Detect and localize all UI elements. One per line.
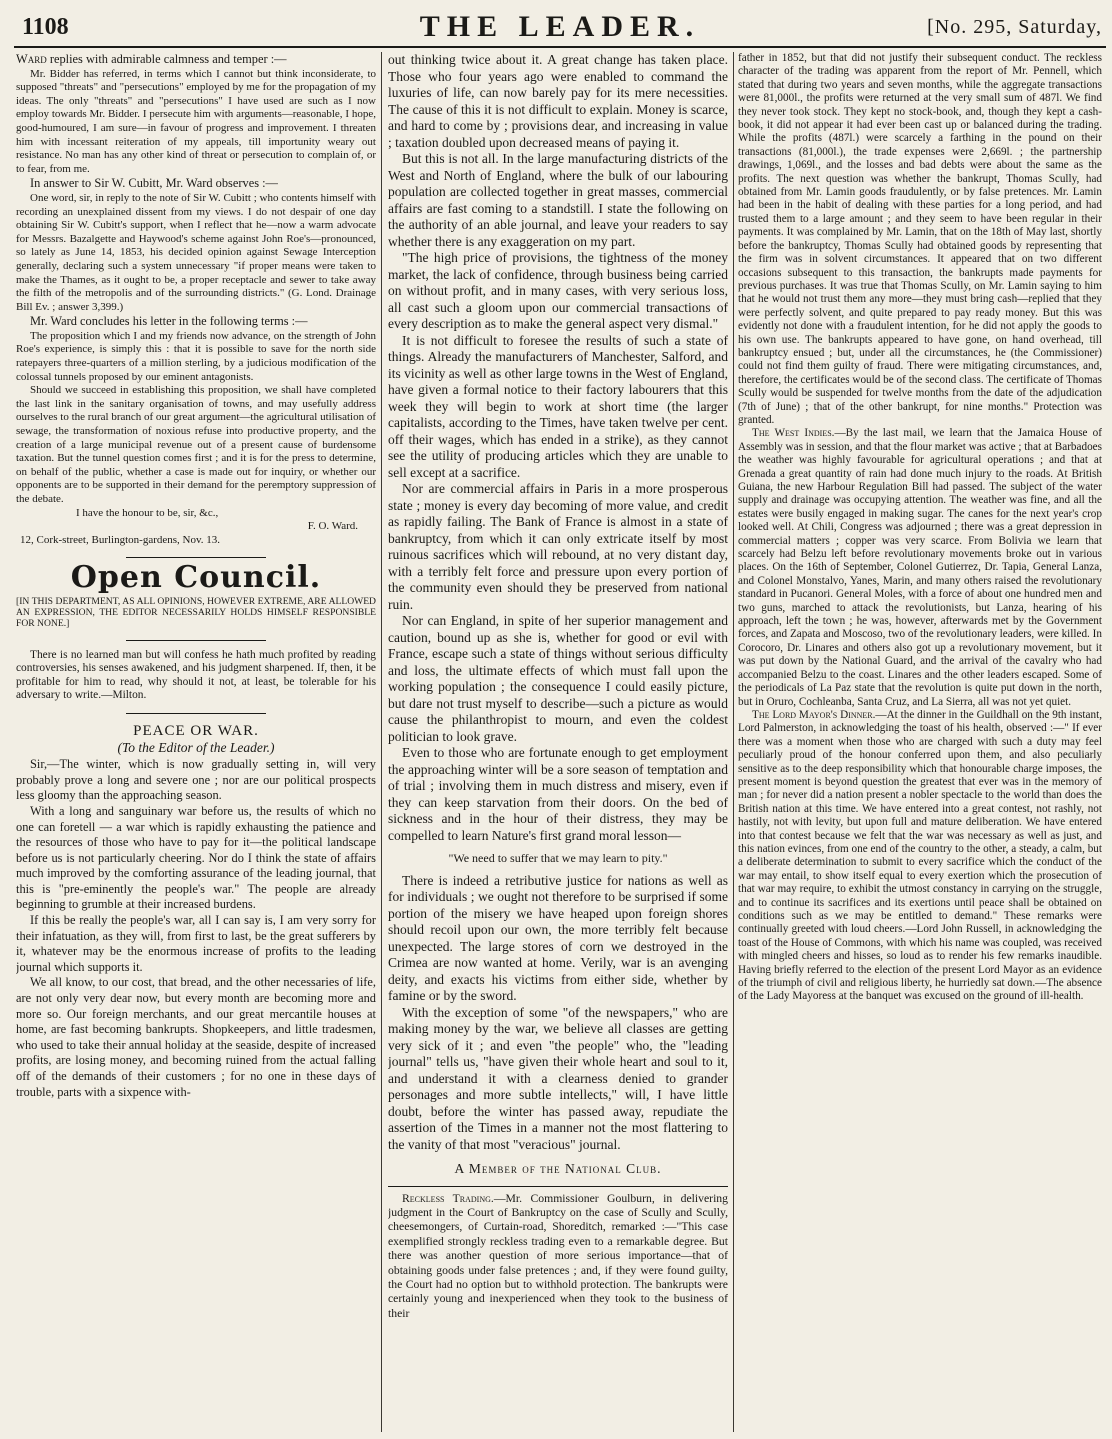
paragraph: Sir,—The winter, which is now gradually setting in, will very probably prove a long and severe one ; nor are our political prospects less gloomy than the approaching season. [16,757,376,803]
paragraph: With a long and sanguinary war before us, the results of which no one can foretell — a war which is rapidly exhausting the patience and the resources of those who have to pay for it—the political landscape before us is not particularly cheering. Nor do I think the state of affairs much improved by the comforting assurance of the leading journal, that this is "pre-eminently the people's war." The people are already beginning to grumble at their increased burdens. [16,803,376,912]
letter-address: 12, Cork-street, Burlington-gardens, Nov. 13. [20,533,221,546]
article-subtitle: (To the Editor of the Leader.) [117,739,275,755]
article-title: PEACE OR WAR. [133,722,259,739]
column-rule-right [733,52,734,1432]
paragraph: Even to those who are fortunate enough to get employment the approaching winter will be a sore season of temptation and of trial ; involving them in much distress and misery, even if they can keep starvation from their doors. On the bed of sickness and in the hour of their distress, they may be compelled to learn Nature's first grand moral lesson— [388,745,728,843]
divider [126,640,266,641]
paragraph: Nor are commercial affairs in Paris in a more prosperous state ; money is every day becoming of more value, and credit as rapidly failing. The Bank of France is almost in a state of bankruptcy, from which it can only extricate itself by most ruinous sacrifices which will rebound, at no very distant day, with a terribly felt force and pressure upon every portion of the community even should they be preserved from national ruin. [388,481,728,612]
page-header [14,6,1106,48]
paragraph: But this is not all. In the large manufacturing districts of the West and North of England, where the bulk of our labouring population are collected together in great masses, commercial affairs are fast coming to a standstill. I state the following on the authority of an able journal, and leave your readers to say whether there is any exaggeration on my part. [388,151,728,249]
item-heading: The Lord Mayor's Dinner. [752,708,876,721]
lead-name: Ward [16,52,47,66]
paragraph [738,427,1102,709]
paragraph-text: —Mr. Commissioner Goulburn, in delivering judgment in the Court of Bankruptcy on the case of Scully and Scully, cheesemongers, of Curtain-road, Shoreditch, remarked :—"This case exemplified strongly reckless trading even to a remarkable degree. But there was another question of more serious importance—that of obtaining goods under false pretences ; and, if they were found guilty, the Court had no option but to withhold protection. The bankrupts were certainly young and inexperienced when they took to the business of their [388,1191,728,1320]
paragraph: Mr. Ward concludes his letter in the following terms :— [30,314,308,329]
paragraph [16,52,376,68]
letter-quote: The proposition which I and my friends now advance, on the strength of John Roe's experience, is simply this : that it is possible to save for the north side ratepayers three-quarters of a million sterling, by a judicious modification of the colossal tunnels proposed by our eminent antagonists. [16,329,376,383]
editor-notice: [IN THIS DEPARTMENT, AS ALL OPINIONS, HOWEVER EXTREME, ARE ALLOWED AN EXPRESSION, THE EDITOR NECESSARILY HOLDS HIMSELF RESPONSIBLE FOR NONE.] [16,595,376,630]
letter-quote: Mr. Bidder has referred, in terms which I cannot but think inconsiderate, to supposed "threats" and "persecutions" employed by me for the propagation of my ideas. The only "threats" and "persecutions" I have used are such as I now employ towards Mr. Bidder. I persecute him with arguments—reasonable, I hope, good-humoured, I am sure—in favour of progress and improvement. I threaten him with incessant reiteration of my appeals, till importunity weary out resistance. No man has any other kind of threat or persecution to complain of, or to fear, from me. [16,67,376,175]
paragraph: "The high price of provisions, the tightness of the money market, the lack of confidence, through business being carried on without profit, and in many cases, with very serious loss, all cast such a gloom upon our commercial transactions of every description as to make the general aspect very dismal." [388,250,728,331]
inline-quote: "We need to suffer that we may learn to pity." [448,851,668,865]
paragraph: Nor can England, in spite of her superior management and caution, bound up as she is, whether for good or evil with France, escape such a state of things without serious difficulty and loss, the ultimate effects of which must fall upon the working population ; the consequence I could easily picture, but dare not trust myself to describe—such a picture as would cause the philanthropist to mourn, and even the coldest politician to look grave. [388,613,728,744]
letter-quote: One word, sir, in reply to the note of Sir W. Cubitt ; who contents himself with recording an unexplained dissent from my views. I do not despair of one day obtaining Sir W. Cubitt's support, when I reflect that he—now a warm advocate for Messrs. Bazalgette and Haywood's scheme against John Roe's—pronounced, so lately as June 14, 1853, his decided opinion against Sewage Interception generally, declaring such a system unnecessary "if proper means were taken to make the Thames, as it ought to be, a proper receptacle and sewer to take away the filth of the metropolis and of the surrounding districts." (G. Lond. Drainage Bill Ev. ; answer 3,399.) [16,191,376,313]
motto-quote: There is no learned man but will confess he hath much profited by reading controversies, his senses awakened, and his judgment sharpened. If, then, it be profitable for him to read, why should it not, at least, be tolerable for his adversary to write.—Milton. [16,648,376,702]
item-heading: Reckless Trading. [402,1191,494,1205]
paragraph [388,1192,728,1322]
letter-quote: Should we succeed in establishing this proposition, we shall have completed the last link in the sanitary organisation of towns, and may usefully address ourselves to the rural branch of our great argument—the agricultural utilisation of sewage, the transformation of noxious refuse into productive property, and the creation of a large municipal revenue out of a present cause of burdensome taxation. But the tunnel question comes first ; and it is for the press to determine, on behalf of the public, whether a case is made out for inquiry, or whether our opponents are to be supported in their demand for the peremptory suppression of the debate. [16,384,376,505]
paragraph: We all know, to our cost, that bread, and the other necessaries of life, are not only very dear now, but every month are becoming more and more so. Our foreign merchants, and our great mercantile houses at home, are fast becoming bankrupts. Shopkeepers, and little tradesmen, who used to take their annual holiday at the seaside, despite of increased profits, are losing money, and becoming ruined from the actual falling off of the demands of their customers ; for no one in these days of trouble, parts with a sixpence with- [16,975,376,1099]
column-1 [16,52,376,1432]
paragraph-text: replies with admirable calmness and temper :— [49,52,287,66]
paragraph: If this be really the people's war, all I can say is, I am very sorry for their infatuation, as they will, from first to last, be the great sufferers by it, whatever may be the enormous increase of profits to the leading journal which supports it. [16,913,376,974]
paragraph: It is not difficult to foresee the results of such a state of things. Already the manufacturers of Manchester, Salford, and its vicinity as well as other large towns in the West of England, have given a formal notice to their factory labourers that this week they will begin to work at short time (the larger capitalists, according to the Times, have taken twelve per cent. off their wages, which has ended in a strike), as they cannot see the utility of producing articles which they are unable to sell except at a sacrifice. [388,332,728,480]
issue-label: [No. 295, Saturday, [927,16,1102,38]
item-heading: The West Indies. [752,427,835,440]
paragraph: There is indeed a retributive justice for nations as well as for individuals ; we ought not therefore to be surprised if some portion of the misery we have heaped upon foreign shores should recoil upon our own, the more terribly felt because unexpected. The large stores of corn we destroyed in the Crimea are now wanted at home. Verily, war is an avenging deity, and exacts his victims from either side, whether by famine or by the sword. [388,872,728,1003]
letter-signature: F. O. Ward. [307,520,358,533]
page-number: 1108 [22,14,69,40]
column-2 [388,52,728,1432]
paragraph: out thinking twice about it. A great change has taken place. Those who four years ago were enabled to command the luxuries of life, can now barely pay for its mere necessities. The cause of this it is not difficult to explain. Money is scarce, and hard to come by ; provisions dear, and increasing in value ; taxation doubled upon decreased means of paying it. [388,52,728,150]
divider [126,557,266,558]
paragraph: With the exception of some "of the newspapers," who are making money by the war, we believe all classes are getting very sick of it ; and even "the people" who, the "leading journal" tells us, "have given their whole heart and soul to it, and understand it with a clearness denied to grander personages and more subtle intellects," will, I have little doubt, before the winter has passed away, repudiate the assertion of the Times in a manner not the most flattering to the vanity of that most "veracious" journal. [388,1004,728,1152]
column-3 [738,52,1102,1432]
letter-close: I have the honour to be, sir, &c., [76,506,219,519]
paragraph-text: —By the last mail, we learn that the Jamaica House of Assembly was in session, and that the flour market was active ; that at Barbadoes the weather was highly favourable for agricultural operations ; and that at Grenada a great quantity of rain had done much injury to the roads. At British Guiana, the new Harbour Regulation Bill had passed. The subject of the water supply and drainage was occupying attention. The weather was fine, and all the estates were busily engaged in making sugar. The canes for the next year's crop looked well. At Chili, Congress was adjourned ; there was a great depression in commercial matters ; copper was very scarce. From Bolivia we learn that scarcely had Belzu left before revolutionary movements broke out in various places. On the 16th of September, Colonel Gutierrez, Dr. Tapia, General Lanza, and Colonel Monstalvo, Yanes, Marin, and many others raised the revolutionary standard in Pucanori. General Moles, with a force of about one hundred men and two guns, marched to attack the revolutionists, but Lanza, hearing of his approach, left the town ; he was, however, afterwards met by the Government forces, and Zapata and Moscoso, two of the revolutionary leaders, were killed. In Corocoro, Dr. Linares and others also got up a revolutionary movement, but it was put down by the National Guard, and the arrival of the cavalry who had accompanied Belzu to the coast. Linares and the other leaders escaped. Some of the periodicals of La Paz state that the revolution is quite put down in the north, but in Oruro, Cochleanba, Santa Cruz, and La Sierra, all was not yet quiet. [738,427,1102,708]
masthead-title: THE LEADER. [419,10,701,43]
divider [126,713,266,714]
paragraph [738,709,1102,1004]
paragraph-text: —At the dinner in the Guildhall on the 9th instant, Lord Palmerston, in acknowledging the toast of his health, observed :—" If ever there was a moment when those who are charged with such a duty may feel peculiarly proud of the honour conferred upon them, and also peculiarly sensitive as to the deep responsibility which that honourable charge imposes, the present moment is beyond question the greatest that ever was in the memory of man ; for never did a nation present a nobler spectacle to the world than does the British nation at this time. We have entered into a great contest, not rashly, not hastily, not with levity, but upon full and mature deliberation. We have entered into that contest because we felt that the war was necessary as well as just, and this nation evinces, from one end of the country to the other, a steady, a calm, but a deliberate determination to submit to every sacrifice which the conduct of the war may entail, to show itself equal to every exertion which the prosecution of that war may require, to exhibit the utmost constancy in carrying on the struggle, and to continue its sacrifices and its exertions until peace shall be obtained on conditions such as we may be entitled to demand." These remarks were continually greeted with loud cheers.—Lord John Russell, in acknowledging the toast of the House of Commons, with which his name was coupled, was received with mingled cheers and hisses, so loud as to render his few remarks inaudible. Having briefly referred to the election of the present Lord Mayor as an evidence of the triumph of civil and religious liberty, he hurriedly sat down.—The absence of the Lady Mayoress at the banquet was excused on the ground of ill-health. [738,708,1102,1003]
letter-signature: A Member of the National Club. [454,1161,662,1176]
paragraph: In answer to Sir W. Cubitt, Mr. Ward observes :— [30,176,278,191]
divider [388,1186,728,1187]
column-rule-left [381,52,382,1432]
section-title: Open Council. [70,560,322,596]
paragraph: father in 1852, but that did not justify their subsequent conduct. The reckless character of the trading was apparent from the report of Mr. Pennell, which stated that during two years and seven months, while the aggregate transactions were 81,000l., the profits were returned at the very small sum of 487l. We find they never took stock. They kept no stock-book, and, though they kept a cash-book, it did not appear it had ever been cast up or balanced during the trading. While the profits (487l.) were scarcely a farthing in the pound on their transactions (81,000l.), the trade expenses were 2,669l. ; the partnership drawings, 1,069l., and the losses and bad debts were about the same as the profits. The next question was whether the bankrupt, Thomas Scully, had obtained from Mr. Lamin goods fraudulently, or by false pretences. Mr. Lamin had been in the habit of dealing with these parties for a long period, and had trusted them to a large amount ; and they seem to have been regular in their payments. It was complained by Mr. Lamin, that on the 18th of May last, shortly before the bankruptcy, Thomas Scully had obtained goods by representing that the firm was in solvent circumstances. It appeared that on two different occasions subsequent to this transaction, the bankrupts made payments for previous purchases. It was true that Thomas Scully, on Mr. Lamin saying to him that he would not trust them any more—they must bring cash—replied that they were perfectly solvent, and quite prepared to pay ready money. But this was evidently not done with a fraudulent intention, for he did not apply the goods to his own use. The bankrupts appeared to have gone, on hand overhead, till bankruptcy ensued ; but, under all the circumstances, he (the Commissioner) could not find them guilty of fraud. There were mitigating circumstances, and, therefore, the certificates would be of the second class. The certificate of Thomas Scully would be suspended for twelve months from the date of the adjudication (7th of June) ; that of the other bankrupt, for nine months." Protection was granted. [738,52,1102,426]
